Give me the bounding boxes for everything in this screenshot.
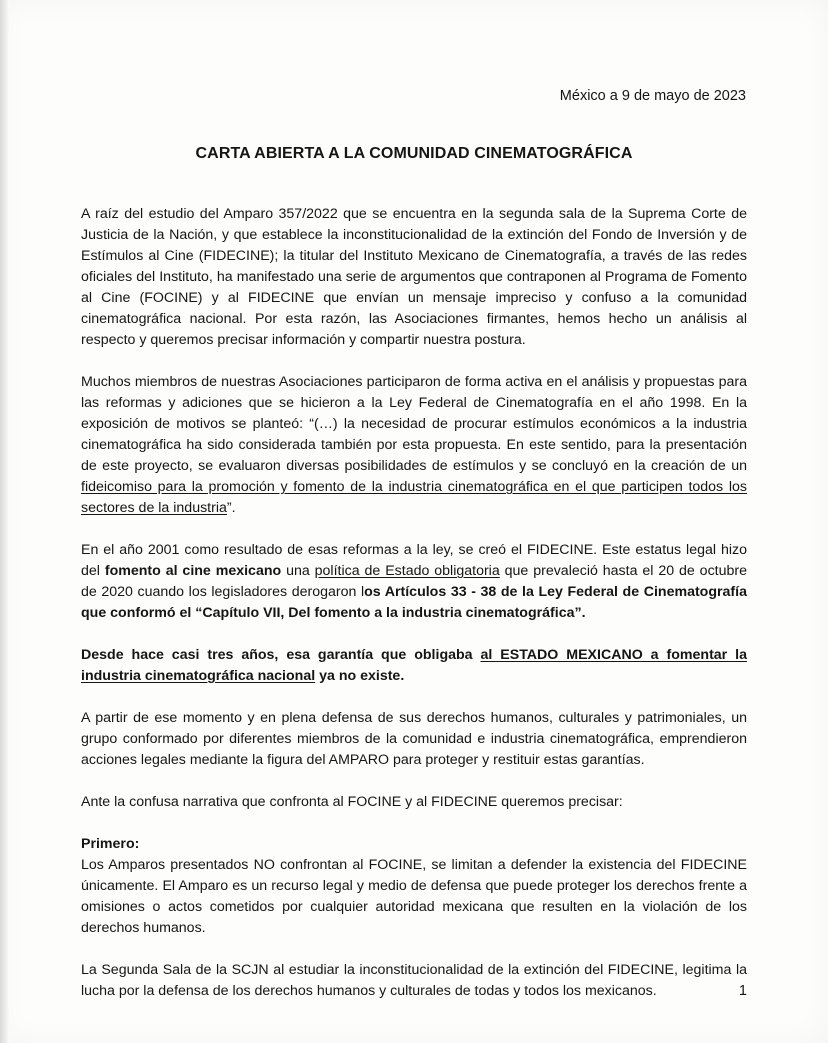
paragraph-5: A partir de ese momento y en plena defensa de sus derechos humanos, culturales y patrimoniales, un grupo conformado por diferentes miembros de la comunidad e industria cinematográfica, emprendieron acciones legales mediante la figura del AMPARO para proteger y restituir estas garantías.	[81, 710, 747, 768]
paragraph-3-bold: fomento al cine mexicano	[104, 563, 282, 579]
paragraph-3-text-3: que prevaleció hasta el 20 de octubre de 2020 cuando los legisladores derogaron l	[81, 563, 748, 600]
primero-label: Primero:	[81, 836, 140, 852]
paragraph-2-underlined: fideicomiso para la promoción y fomento de la industria cinematográfica en el que participen todos los sectores de la industria	[81, 479, 747, 516]
paragraph-3	[81, 540, 747, 624]
paragraph-3-underlined: política de Estado obligatoria	[314, 563, 500, 579]
paragraph-3-text: En el año 2001 como resultado de esas reformas a la ley, se creó el FIDECINE. Este estatus legal hizo del	[81, 542, 747, 579]
paragraph-8: La Segunda Sala de la SCJN al estudiar la inconstitucionalidad de la extinción del FIDECINE, legitima la lucha por la defensa de los derechos humanos y culturales de todas y todos los mexicanos.	[81, 962, 747, 999]
letter-date: México a 9 de mayo de 2023	[559, 88, 746, 104]
paragraph-4-bold: Desde hace casi tres años, esa garantía que obligaba	[81, 647, 481, 663]
paragraph-3-bold-articles: os Artículos 33 - 38 de la Ley Federal de Cinematografía que conformó el “Capítulo VII, Del fomento a la industria cinematográfica”.	[81, 584, 747, 621]
letter-title: CARTA ABIERTA A LA COMUNIDAD CINEMATOGRÁFICA	[195, 145, 633, 162]
paragraph-4-bold-underlined: al ESTADO MEXICANO a fomentar la industria cinematográfica nacional	[81, 647, 747, 684]
paragraph-4	[81, 645, 747, 687]
page-number: 1	[738, 983, 747, 999]
letter-body	[81, 204, 747, 1023]
paragraph-2-text: Muchos miembros de nuestras Asociaciones participaron de forma activa en el análisis y propuestas para las reformas y adiciones que se hicieron a la Ley Federal de Cinematografía en el año 1998. En la exposición de motivos se planteó: “(…) la necesidad de procurar estímulos económicos a la industria cinematográfica ha sido considerada también por esta propuesta. En este sentido, para la presentación de este proyecto, se evaluaron diversas posibilidades de estímulos y se concluyó en la creación de un	[81, 374, 747, 474]
paragraph-6: Ante la confusa narrativa que confronta al FOCINE y al FIDECINE queremos precisar:	[81, 794, 623, 810]
paragraph-3-text-2: una	[281, 563, 315, 579]
paragraph-7: Los Amparos presentados NO confrontan al FOCINE, se limitan a defender la existencia del FIDECINE únicamente. El Amparo es un recurso legal y medio de defensa que puede proteger los derechos frente a omisiones o actos cometidos por cualquier autoridad mexicana que resulten en la violación de los derechos humanos.	[81, 857, 747, 936]
section-heading-primero	[81, 834, 747, 855]
paragraph-2	[81, 372, 747, 519]
paragraph-4-bold-end: ya no existe.	[315, 668, 405, 684]
paragraph-1: A raíz del estudio del Amparo 357/2022 que se encuentra en la segunda sala de la Suprema Corte de Justicia de la Nación, y que establece la inconstitucionalidad de la extinción del Fondo de Inversión y de Estímulos al Cine (FIDECINE); la titular del Instituto Mexicano de Cinematografía, a través de las redes oficiales del Instituto, ha manifestado una serie de argumentos que contraponen al Programa de Fomento al Cine (FOCINE) y al FIDECINE que envían un mensaje impreciso y confuso a la comunidad cinematográfica nacional. Por esta razón, las Asociaciones firmantes, hemos hecho un análisis al respecto y queremos precisar información y compartir nuestra postura.	[81, 206, 747, 348]
paragraph-2-end: ”.	[226, 500, 236, 516]
